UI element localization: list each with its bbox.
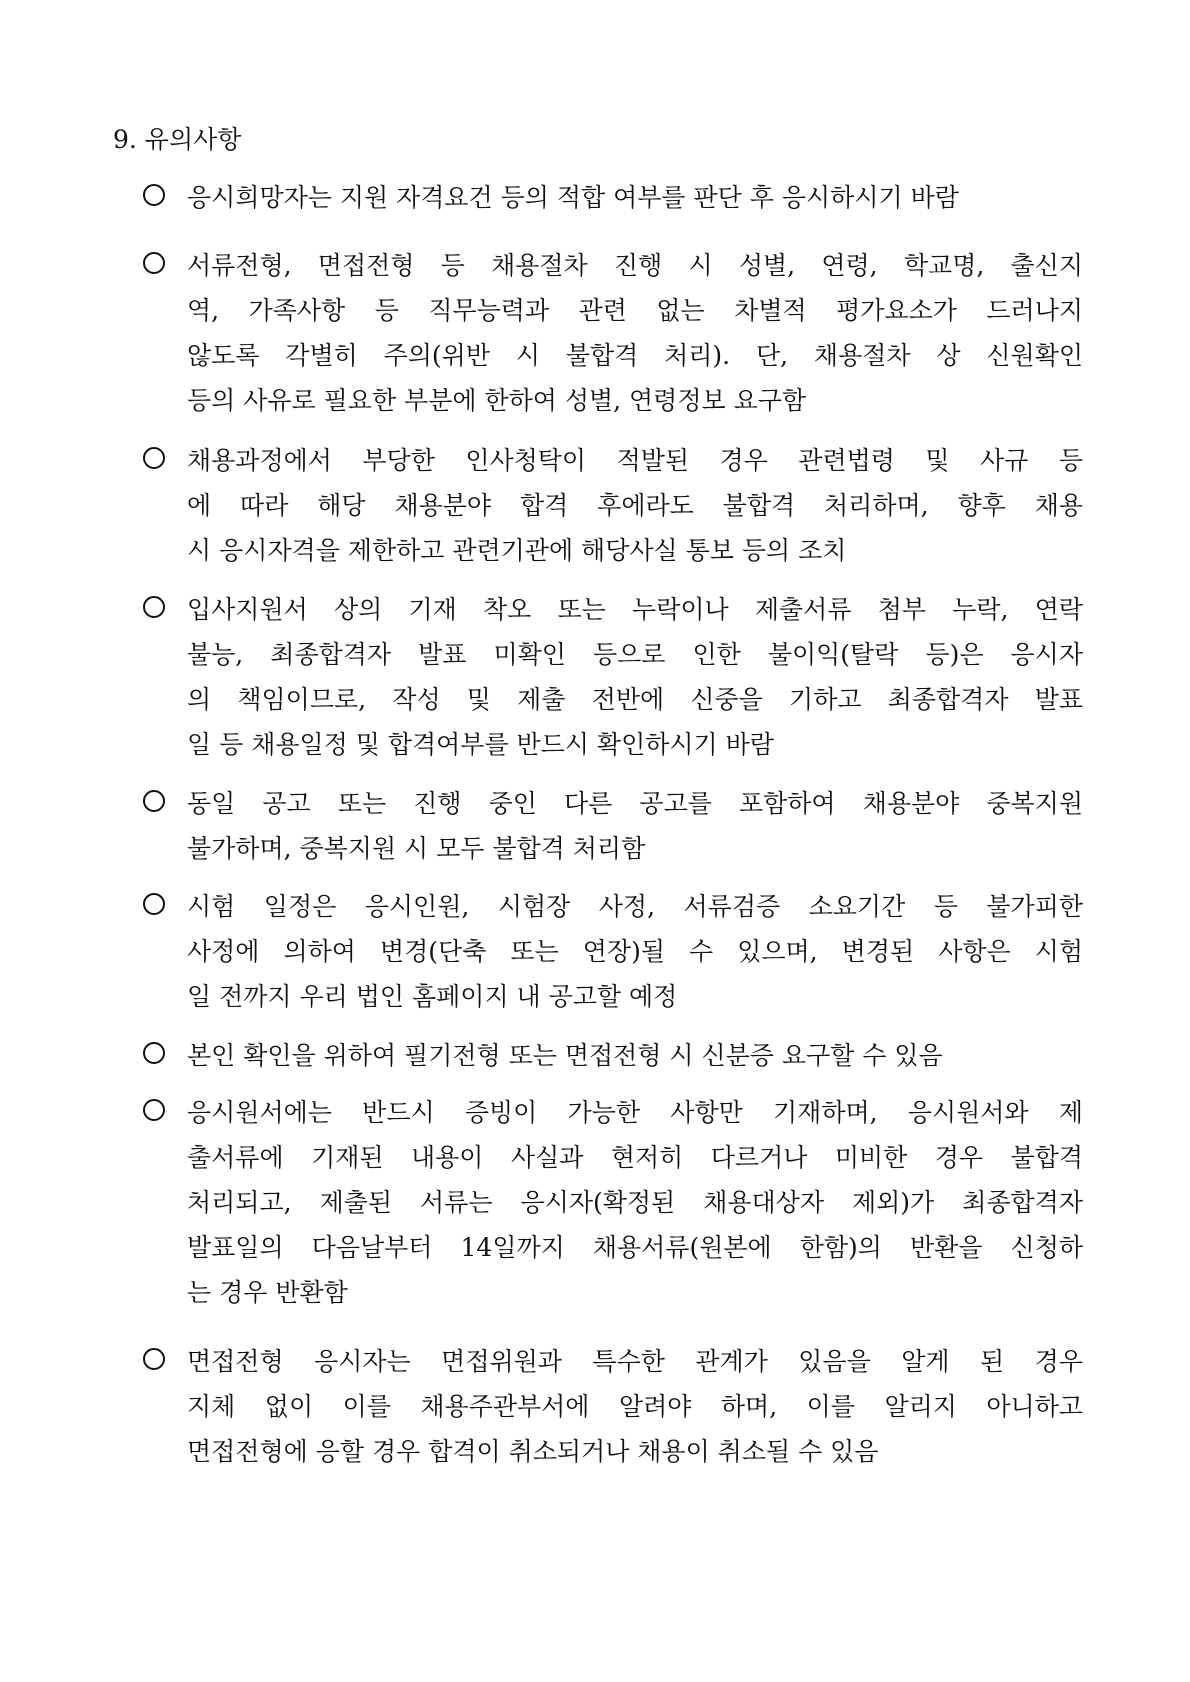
note-line: 불능, 최종합격자 발표 미확인 등으로 인한 불이익(탈락 등)은 응시자 [187,640,1083,669]
note-line: 동일 공고 또는 진행 중인 다른 공고를 포함하여 채용분야 중복지원 [187,789,1083,818]
circle-bullet-icon [143,1348,165,1370]
note-line: 시 응시자격을 제한하고 관련기관에 해당사실 통보 등의 조치 [187,536,847,565]
note-item [143,1033,1083,1078]
note-item [143,884,1083,1019]
note-line: 출서류에 기재된 내용이 사실과 현저히 다르거나 미비한 경우 불합격 [187,1143,1083,1172]
note-line: 불가하며, 중복지원 시 모두 불합격 처리함 [187,834,646,863]
note-line: 의 책임이므로, 작성 및 제출 전반에 신중을 기하고 최종합격자 발표 [187,685,1083,714]
note-line: 역, 가족사항 등 직무능력과 관련 없는 차별적 평가요소가 드러나지 [187,296,1083,325]
circle-bullet-icon [143,596,165,618]
note-line: 에 따라 해당 채용분야 합격 후에라도 불합격 처리하며, 향후 채용 [187,491,1083,520]
note-line: 지체 없이 이를 채용주관부서에 알려야 하며, 이를 알리지 아니하고 [187,1392,1083,1421]
circle-bullet-icon [143,893,165,915]
note-item [143,781,1083,871]
circle-bullet-icon [143,1099,165,1121]
note-line: 입사지원서 상의 기재 착오 또는 누락이나 제출서류 첨부 누락, 연락 [187,595,1083,624]
note-line: 시험 일정은 응시인원, 시험장 사정, 서류검증 소요기간 등 불가피한 [187,892,1083,921]
note-item [143,587,1083,767]
note-line: 서류전형, 면접전형 등 채용절차 진행 시 성별, 연령, 학교명, 출신지 [187,251,1083,280]
note-line: 일 전까지 우리 법인 홈페이지 내 공고할 예정 [187,982,678,1011]
circle-bullet-icon [143,1042,165,1064]
note-item [143,1090,1083,1315]
note-line: 면접전형에 응할 경우 합격이 취소되거나 채용이 취소될 수 있음 [187,1437,879,1466]
circle-bullet-icon [143,447,165,469]
circle-bullet-icon [143,184,165,206]
section-title: 9. 유의사항 [113,125,242,154]
note-item [143,438,1083,573]
circle-bullet-icon [143,790,165,812]
note-line: 처리되고, 제출된 서류는 응시자(확정된 채용대상자 제외)가 최종합격자 [187,1188,1083,1217]
note-item [143,1339,1083,1474]
note-line: 응시원서에는 반드시 증빙이 가능한 사항만 기재하며, 응시원서와 제 [187,1098,1083,1127]
note-line: 일 등 채용일정 및 합격여부를 반드시 확인하시기 바람 [187,730,774,759]
note-line: 발표일의 다음날부터 14일까지 채용서류(원본에 한함)의 반환을 신청하 [187,1233,1083,1262]
note-line: 면접전형 응시자는 면접위원과 특수한 관계가 있음을 알게 된 경우 [187,1347,1083,1376]
note-line: 본인 확인을 위하여 필기전형 또는 면접전형 시 신분증 요구할 수 있음 [187,1041,943,1070]
note-line: 채용과정에서 부당한 인사청탁이 적발된 경우 관련법령 및 사규 등 [187,446,1083,475]
note-line: 는 경우 반환함 [187,1278,348,1307]
note-line: 사정에 의하여 변경(단축 또는 연장)될 수 있으며, 변경된 사항은 시험 [187,937,1083,966]
note-line: 않도록 각별히 주의(위반 시 불합격 처리). 단, 채용절차 상 신원확인 [187,341,1083,370]
note-item [143,175,1083,220]
note-line: 등의 사유로 필요한 부분에 한하여 성별, 연령정보 요구함 [187,386,807,415]
note-item [143,243,1083,423]
note-line: 응시희망자는 지원 자격요건 등의 적합 여부를 판단 후 응시하시기 바람 [187,183,959,212]
circle-bullet-icon [143,252,165,274]
